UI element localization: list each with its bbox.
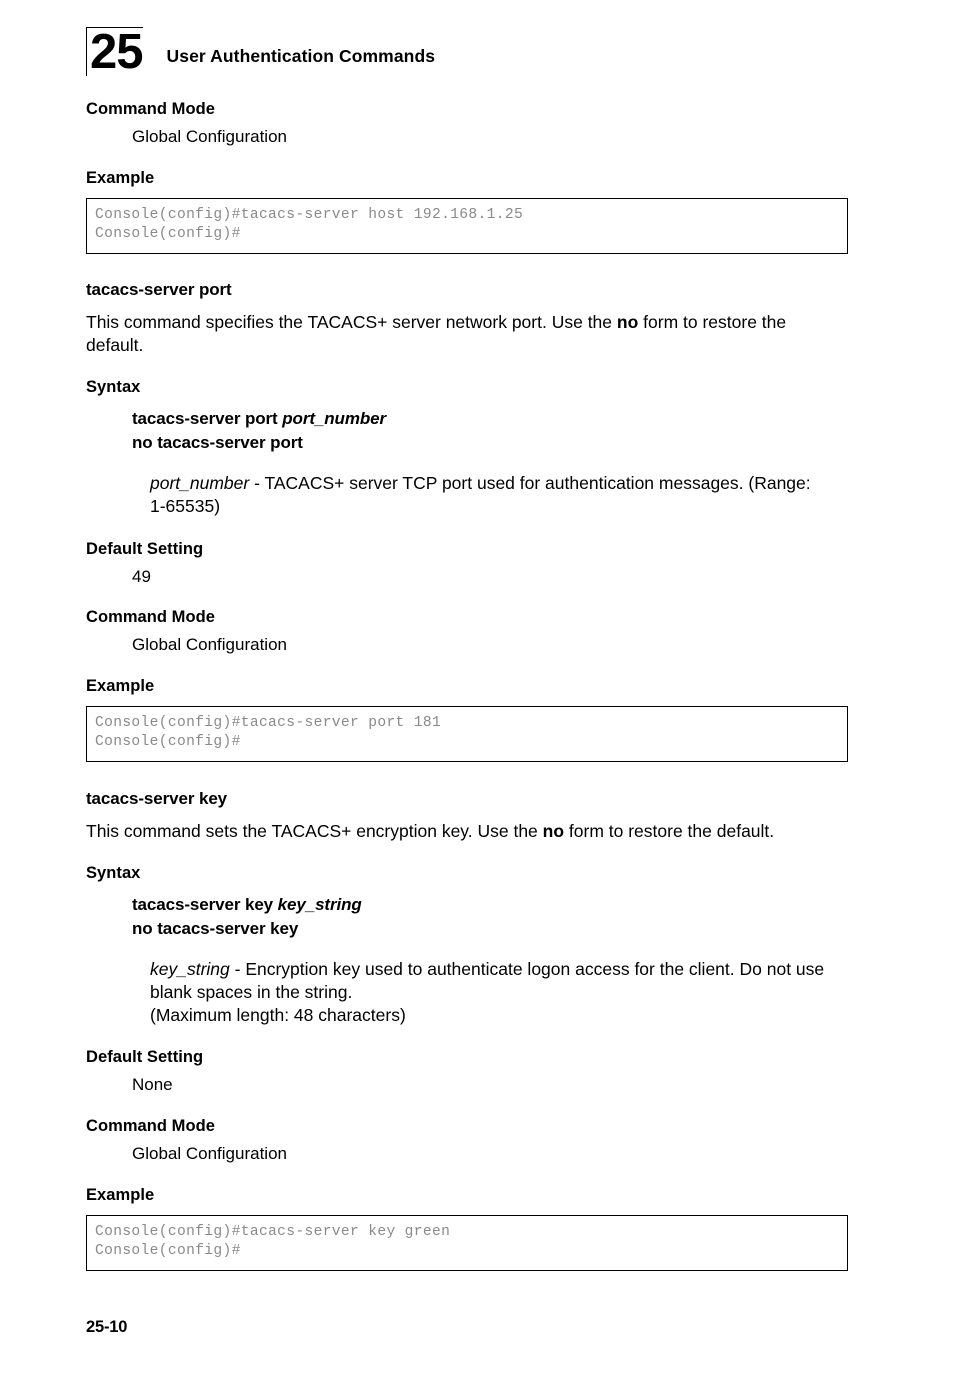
section-heading-default-setting: Default Setting <box>86 1048 204 1067</box>
description-text-post: form to restore the default. <box>86 311 787 355</box>
code-line: Console(config)# <box>95 1243 241 1260</box>
syntax-command-name: tacacs-server port <box>132 409 283 429</box>
code-block <box>86 1215 848 1271</box>
section-heading-command-mode: Command Mode <box>86 608 215 627</box>
command-name-heading: tacacs-server port <box>86 279 232 299</box>
description-text-pre: This command specifies the TACACS+ server network port. Use the <box>86 311 617 332</box>
code-block <box>86 706 848 762</box>
code-block <box>86 198 848 254</box>
syntax-argument: port_number <box>282 409 386 429</box>
section-heading-example: Example <box>86 168 155 187</box>
command-mode-value: Global Configuration <box>132 127 287 146</box>
section-heading-example: Example <box>86 677 155 696</box>
page-number-footer: 25-10 <box>86 1318 128 1336</box>
description-keyword: no <box>542 820 565 841</box>
section-heading-command-mode: Command Mode <box>86 1117 215 1136</box>
command-mode-value: Global Configuration <box>132 635 287 655</box>
page-header <box>86 20 436 80</box>
code-line: Console(config)#tacacs-server key green <box>95 1223 451 1240</box>
section-heading-example: Example <box>86 1185 155 1204</box>
default-setting-value: 49 <box>132 566 151 586</box>
syntax-no-form-line: no tacacs-server key <box>132 918 299 938</box>
syntax-no-form-line: no tacacs-server port <box>132 432 303 452</box>
command-name-heading: tacacs-server key <box>86 788 228 808</box>
section-tacacs-server-key <box>86 789 848 1271</box>
code-line: Console(config)# <box>95 226 241 243</box>
code-line: Console(config)#tacacs-server host 192.168.1.25 <box>95 206 524 223</box>
description-text-post: form to restore the default. <box>564 820 775 841</box>
parameter-name: key_string <box>150 959 230 980</box>
code-line: Console(config)#tacacs-server port 181 <box>95 715 442 732</box>
command-description <box>86 311 848 358</box>
description-text-pre: This command sets the TACACS+ encryption key. Use the <box>86 820 543 841</box>
section-tacacs-server-host-tail <box>86 100 848 254</box>
command-mode-value: Global Configuration <box>132 1144 287 1164</box>
parameter-text-line2: (Maximum length: 48 characters) <box>150 1005 406 1026</box>
page-title: User Authentication Commands <box>166 46 436 66</box>
code-line: Console(config)# <box>95 734 241 751</box>
section-heading-command-mode: Command Mode <box>86 100 215 118</box>
parameter-description <box>150 958 830 1027</box>
section-heading-default-setting: Default Setting <box>86 539 204 558</box>
description-keyword: no <box>616 311 639 332</box>
parameter-description <box>150 472 830 518</box>
syntax-command-line <box>132 893 848 916</box>
section-tacacs-server-port <box>86 280 848 762</box>
parameter-text: - TACACS+ server TCP port used for authentication messages. (Range: 1-65535) <box>150 473 811 517</box>
section-heading-syntax: Syntax <box>86 378 141 397</box>
syntax-command-line <box>132 407 848 430</box>
chapter-number-badge: 25 <box>86 27 143 76</box>
syntax-argument: key_string <box>277 895 362 915</box>
parameter-name: port_number <box>150 473 250 494</box>
syntax-command-name: tacacs-server key <box>132 895 278 915</box>
default-setting-value: None <box>132 1075 173 1095</box>
parameter-text: - Encryption key used to authenticate logon access for the client. Do not use blank spaces in the string. <box>150 959 825 1003</box>
document-content <box>86 100 848 1271</box>
command-description <box>86 820 848 843</box>
section-heading-syntax: Syntax <box>86 864 141 883</box>
